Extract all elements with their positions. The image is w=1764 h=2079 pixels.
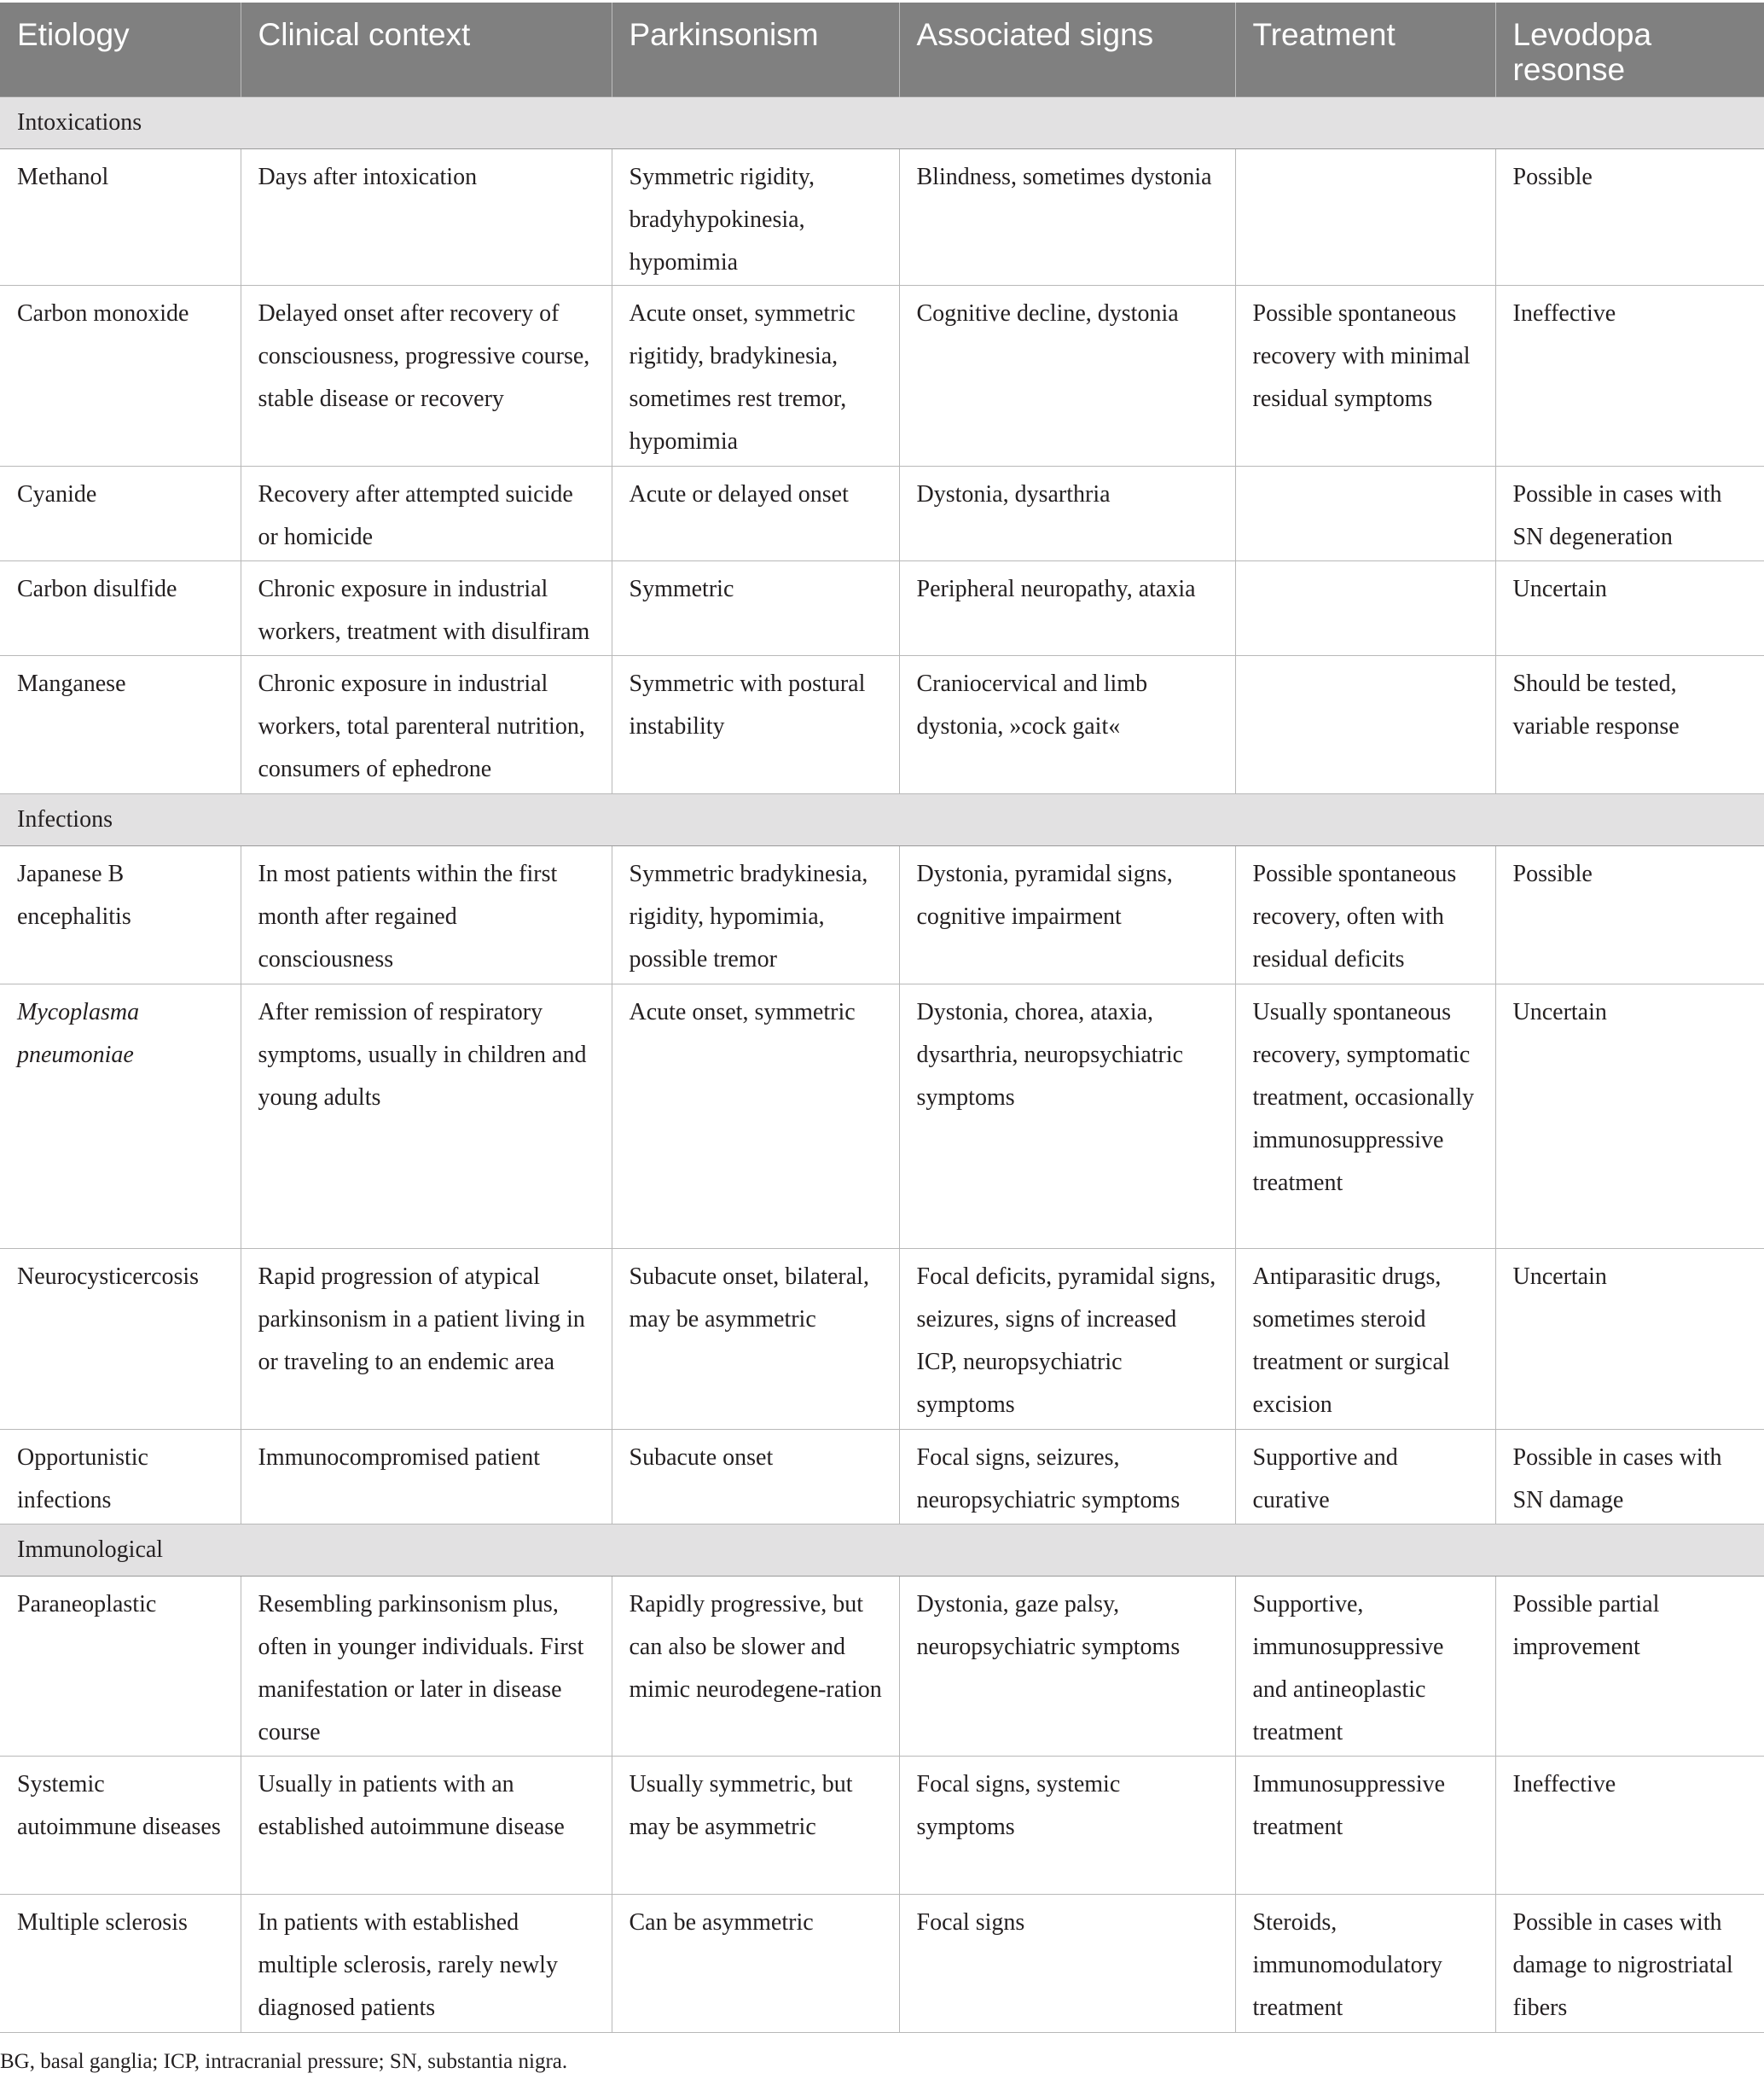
cell-associated-signs: [899, 984, 1235, 1248]
cell-parkinsonism-text: Acute onset, symmetric rigitidy, bradykinesia, sometimes rest tremor, hypomimia: [629, 299, 856, 455]
cell-etiology-text: Mycoplasma pneumoniae: [17, 998, 140, 1068]
cell-etiology-text: Methanol: [17, 163, 109, 190]
table-row: [0, 845, 1764, 984]
table-body: [0, 96, 1764, 2032]
cell-treatment: [1235, 845, 1495, 984]
cell-clinical-context: [241, 1576, 612, 1756]
cell-treatment-text: [1253, 149, 1480, 156]
cell-associated-signs-text: Blindness, sometimes dystonia: [916, 163, 1212, 190]
cell-levodopa-response-text: Ineffective: [1512, 1770, 1616, 1797]
cell-etiology: [0, 1429, 241, 1524]
cell-associated-signs-text: Focal signs, systemic symptoms: [916, 1770, 1121, 1840]
cell-etiology-text: Multiple sclerosis: [17, 1908, 188, 1936]
cell-clinical-context-text: Chronic exposure in industrial workers, total parenteral nutrition, consumers of ephedrone: [258, 670, 585, 782]
cell-levodopa-response-text: Uncertain: [1512, 575, 1607, 602]
cell-associated-signs: [899, 845, 1235, 984]
cell-etiology-text: Paraneoplastic: [17, 1590, 157, 1617]
cell-associated-signs-text: Peripheral neuropathy, ataxia: [916, 575, 1196, 602]
cell-parkinsonism-text: Subacute onset: [629, 1443, 774, 1471]
cell-clinical-context: [241, 148, 612, 285]
table-row: [0, 1894, 1764, 2032]
cell-treatment: [1235, 466, 1495, 560]
table-row: [0, 285, 1764, 466]
cell-clinical-context: [241, 1248, 612, 1429]
cell-levodopa-response-text: Uncertain: [1512, 1263, 1607, 1290]
table-row: [0, 1756, 1764, 1894]
cell-parkinsonism: [612, 1756, 899, 1894]
cell-parkinsonism-text: Acute or delayed onset: [629, 480, 849, 508]
section-title: Immunological: [0, 1524, 1764, 1576]
cell-treatment: [1235, 148, 1495, 285]
cell-associated-signs-text: Dystonia, gaze palsy, neuropsychiatric symptoms: [916, 1590, 1181, 1660]
cell-treatment: [1235, 984, 1495, 1248]
cell-clinical-context: [241, 466, 612, 560]
cell-clinical-context-text: Days after intoxication: [258, 163, 478, 190]
cell-clinical-context-text: Delayed onset after recovery of consciousness, progressive course, stable disease or recovery: [258, 299, 590, 412]
cell-etiology: [0, 148, 241, 285]
cell-associated-signs: [899, 1894, 1235, 2032]
cell-etiology-text: Japanese B encephalitis: [17, 860, 131, 930]
cell-clinical-context: [241, 1894, 612, 2032]
cell-levodopa-response: [1495, 466, 1764, 560]
cell-etiology: [0, 560, 241, 655]
cell-etiology: [0, 466, 241, 560]
cell-associated-signs-text: Craniocervical and limb dystonia, »cock gait«: [916, 670, 1148, 740]
cell-clinical-context-text: Usually in patients with an established autoimmune disease: [258, 1770, 565, 1840]
section-title: Intoxications: [0, 96, 1764, 148]
cell-levodopa-response-text: Possible partial improvement: [1512, 1590, 1660, 1660]
cell-parkinsonism: [612, 655, 899, 793]
cell-etiology: [0, 1894, 241, 2032]
table-row: [0, 560, 1764, 655]
header-associated-signs: Associated signs: [899, 3, 1235, 96]
cell-associated-signs: [899, 655, 1235, 793]
cell-etiology: [0, 1756, 241, 1894]
cell-levodopa-response: [1495, 560, 1764, 655]
table-footnote: BG, basal ganglia; ICP, intracranial pressure; SN, substantia nigra.: [0, 2050, 568, 2073]
cell-treatment-text: Usually spontaneous recovery, symptomatic treatment, occasionally immunosuppressive treatment: [1252, 998, 1475, 1196]
cell-etiology-text: Cyanide: [17, 480, 97, 508]
cell-clinical-context-text: Resembling parkinsonism plus, often in younger individuals. First manifestation or later in disease course: [258, 1590, 584, 1745]
cell-associated-signs: [899, 1248, 1235, 1429]
section-row: [0, 96, 1764, 148]
cell-clinical-context: [241, 560, 612, 655]
cell-associated-signs: [899, 1429, 1235, 1524]
cell-clinical-context-text: Recovery after attempted suicide or homicide: [258, 480, 573, 550]
cell-parkinsonism-text: Can be asymmetric: [629, 1908, 814, 1936]
etiology-table-container: [0, 3, 1764, 2033]
cell-levodopa-response: [1495, 285, 1764, 466]
section-title: Infections: [0, 793, 1764, 845]
table-row: [0, 148, 1764, 285]
cell-parkinsonism: [612, 285, 899, 466]
cell-etiology-text: Systemic autoimmune diseases: [17, 1770, 221, 1840]
cell-associated-signs: [899, 148, 1235, 285]
cell-associated-signs: [899, 1576, 1235, 1756]
cell-treatment-text: Immunosuppressive treatment: [1252, 1770, 1446, 1840]
cell-clinical-context-text: In patients with established multiple sclerosis, rarely newly diagnosed patients: [258, 1908, 558, 2021]
cell-parkinsonism-text: Symmetric bradykinesia, rigidity, hypomimia, possible tremor: [629, 860, 868, 973]
header-etiology: Etiology: [0, 3, 241, 96]
cell-treatment-text: Antiparasitic drugs, sometimes steroid treatment or surgical excision: [1252, 1263, 1450, 1418]
cell-levodopa-response-text: Should be tested, variable response: [1512, 670, 1680, 740]
cell-clinical-context: [241, 285, 612, 466]
cell-levodopa-response: [1495, 845, 1764, 984]
cell-levodopa-response-text: Possible in cases with damage to nigrostriatal fibers: [1512, 1908, 1733, 2021]
cell-parkinsonism: [612, 1248, 899, 1429]
cell-associated-signs-text: Cognitive decline, dystonia: [916, 299, 1179, 327]
cell-parkinsonism-text: Usually symmetric, but may be asymmetric: [629, 1770, 853, 1840]
cell-clinical-context-text: Immunocompromised patient: [258, 1443, 540, 1471]
cell-etiology: [0, 845, 241, 984]
table-row: [0, 984, 1764, 1248]
cell-treatment-text: Steroids, immunomodulatory treatment: [1252, 1908, 1442, 2021]
cell-parkinsonism: [612, 1894, 899, 2032]
cell-parkinsonism-text: Symmetric rigidity, bradyhypokinesia, hypomimia: [629, 163, 815, 276]
cell-associated-signs-text: Dystonia, chorea, ataxia, dysarthria, neuropsychiatric symptoms: [916, 998, 1184, 1111]
cell-etiology-text: Carbon disulfide: [17, 575, 177, 602]
cell-treatment-text: Supportive and curative: [1252, 1443, 1398, 1513]
cell-treatment-text: [1253, 561, 1480, 568]
cell-clinical-context-text: In most patients within the first month after regained consciousness: [258, 860, 558, 973]
cell-levodopa-response-text: Possible: [1512, 163, 1593, 190]
cell-levodopa-response: [1495, 1894, 1764, 2032]
cell-treatment-text: [1253, 656, 1480, 663]
cell-etiology: [0, 1248, 241, 1429]
table-row: [0, 1576, 1764, 1756]
cell-parkinsonism: [612, 1429, 899, 1524]
cell-parkinsonism-text: Rapidly progressive, but can also be slower and mimic neurodegene-ration: [629, 1590, 882, 1703]
cell-etiology-text: Opportunistic infections: [17, 1443, 148, 1513]
cell-levodopa-response: [1495, 984, 1764, 1248]
cell-parkinsonism: [612, 466, 899, 560]
cell-associated-signs-text: Focal signs, seizures, neuropsychiatric symptoms: [916, 1443, 1181, 1513]
cell-levodopa-response-text: Possible: [1512, 860, 1593, 887]
cell-clinical-context-text: Rapid progression of atypical parkinsonism in a patient living in or traveling to an endemic area: [258, 1263, 585, 1375]
cell-etiology: [0, 655, 241, 793]
table-header: [0, 3, 1764, 96]
cell-clinical-context: [241, 655, 612, 793]
etiology-table: [0, 3, 1764, 2033]
cell-parkinsonism: [612, 845, 899, 984]
cell-levodopa-response: [1495, 1756, 1764, 1894]
cell-levodopa-response-text: Uncertain: [1512, 998, 1607, 1025]
header-row: [0, 3, 1764, 96]
cell-treatment-text: Supportive, immunosuppressive and antineoplastic treatment: [1252, 1590, 1444, 1745]
cell-levodopa-response-text: Possible in cases with SN damage: [1512, 1443, 1722, 1513]
cell-parkinsonism: [612, 984, 899, 1248]
section-row: [0, 1524, 1764, 1576]
header-levodopa-response: Levodopa resonse: [1495, 3, 1764, 96]
cell-associated-signs: [899, 466, 1235, 560]
cell-parkinsonism: [612, 560, 899, 655]
cell-parkinsonism-text: Symmetric with postural instability: [629, 670, 866, 740]
cell-clinical-context-text: Chronic exposure in industrial workers, treatment with disulfiram: [258, 575, 590, 645]
cell-treatment: [1235, 285, 1495, 466]
cell-parkinsonism-text: Subacute onset, bilateral, may be asymmetric: [629, 1263, 869, 1333]
cell-associated-signs-text: Focal deficits, pyramidal signs, seizures, signs of increased ICP, neuropsychiatric symptoms: [916, 1263, 1216, 1418]
cell-treatment: [1235, 1894, 1495, 2032]
header-parkinsonism: Parkinsonism: [612, 3, 899, 96]
cell-etiology: [0, 285, 241, 466]
cell-parkinsonism: [612, 148, 899, 285]
cell-clinical-context: [241, 1429, 612, 1524]
table-row: [0, 466, 1764, 560]
cell-clinical-context: [241, 845, 612, 984]
cell-clinical-context: [241, 1756, 612, 1894]
cell-associated-signs-text: Focal signs: [916, 1908, 1025, 1936]
table-row: [0, 655, 1764, 793]
cell-treatment: [1235, 655, 1495, 793]
cell-associated-signs-text: Dystonia, pyramidal signs, cognitive impairment: [916, 860, 1173, 930]
cell-parkinsonism-text: Acute onset, symmetric: [629, 998, 856, 1025]
section-row: [0, 793, 1764, 845]
cell-parkinsonism: [612, 1576, 899, 1756]
cell-etiology: [0, 1576, 241, 1756]
cell-parkinsonism-text: Symmetric: [629, 575, 734, 602]
cell-clinical-context-text: After remission of respiratory symptoms, usually in children and young adults: [258, 998, 587, 1111]
cell-levodopa-response: [1495, 1248, 1764, 1429]
cell-treatment-text: Possible spontaneous recovery, often with residual deficits: [1252, 860, 1457, 973]
cell-etiology-text: Neurocysticercosis: [17, 1263, 200, 1290]
cell-etiology-text: Carbon monoxide: [17, 299, 189, 327]
cell-treatment-text: [1253, 467, 1480, 473]
cell-treatment: [1235, 1248, 1495, 1429]
cell-etiology-text: Manganese: [17, 670, 126, 697]
cell-treatment: [1235, 1756, 1495, 1894]
header-treatment: Treatment: [1235, 3, 1495, 96]
cell-clinical-context: [241, 984, 612, 1248]
cell-levodopa-response: [1495, 1576, 1764, 1756]
cell-associated-signs: [899, 1756, 1235, 1894]
cell-associated-signs: [899, 285, 1235, 466]
cell-levodopa-response-text: Possible in cases with SN degeneration: [1512, 480, 1722, 550]
cell-treatment: [1235, 1429, 1495, 1524]
cell-etiology: [0, 984, 241, 1248]
table-row: [0, 1429, 1764, 1524]
table-row: [0, 1248, 1764, 1429]
cell-levodopa-response: [1495, 1429, 1764, 1524]
cell-treatment: [1235, 1576, 1495, 1756]
cell-associated-signs-text: Dystonia, dysarthria: [916, 480, 1111, 508]
cell-associated-signs: [899, 560, 1235, 655]
cell-treatment: [1235, 560, 1495, 655]
header-clinical-context: Clinical context: [241, 3, 612, 96]
cell-levodopa-response: [1495, 655, 1764, 793]
cell-levodopa-response: [1495, 148, 1764, 285]
cell-treatment-text: Possible spontaneous recovery with minimal residual symptoms: [1252, 299, 1471, 412]
cell-levodopa-response-text: Ineffective: [1512, 299, 1616, 327]
